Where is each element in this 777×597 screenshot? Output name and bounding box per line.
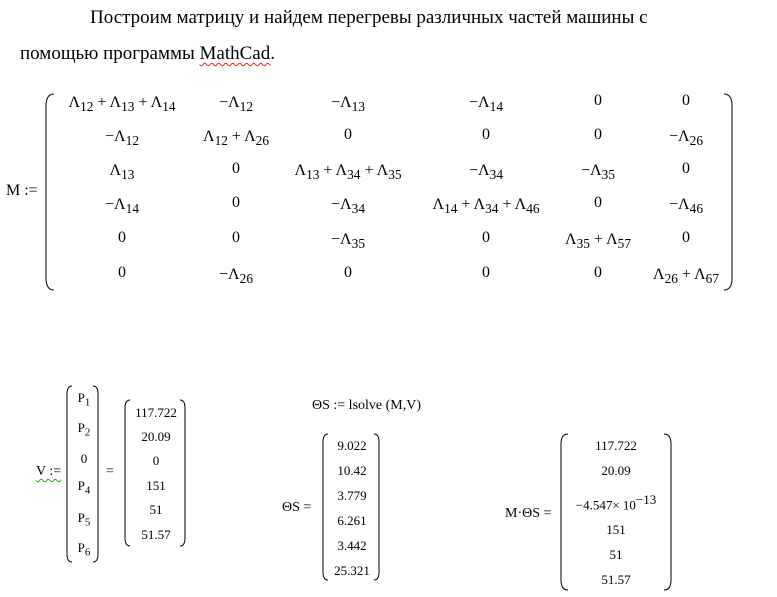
matrix-m-left-bracket [42,92,56,292]
matrix-cell: 0 [482,229,490,246]
matrix-cell: $-\Lambda_{12}$ [219,94,253,115]
matrix-m-label: M := [6,182,38,199]
matrix-cell: $-\Lambda_{46}$ [669,196,703,217]
matrix-cell: $-\Lambda_{35}$ [581,162,615,183]
check-right-bracket [662,432,674,592]
matrix-cell: 0 [594,264,602,281]
matrix-cell: $\Lambda_{12} + \Lambda_{13} + \Lambda_{14}$ [68,94,176,115]
vector-v-value: 51.57 [141,527,171,542]
matrix-cell: 0 [594,194,602,211]
matrix-cell: $\Lambda_{26} + \Lambda_{67}$ [652,266,720,287]
matrix-cell: 0 [344,126,352,143]
matrix-cell: $-\Lambda_{13}$ [331,94,365,115]
matrix-cell: 0 [682,229,690,246]
lsolve-expression: ΘS := lsolve (M,V) [312,398,422,413]
theta-s-right-bracket [372,432,382,582]
matrix-cell: $-\Lambda_{26}$ [669,128,703,149]
vector-v-symbol: $P_6$ [77,540,91,559]
matrix-cell: 0 [682,160,690,177]
vector-v-values-right-bracket [178,398,188,548]
matrix-cell: $\Lambda_{14} + \Lambda_{34} + \Lambda_{46}$ [432,196,540,217]
vector-v-value: 151 [146,478,166,493]
vector-v-equals: = [106,464,114,479]
matrix-cell: $\Lambda_{35} + \Lambda_{57}$ [564,231,632,252]
theta-s-value: 3.442 [337,538,367,553]
matrix-cell: $-\Lambda_{34}$ [469,162,503,183]
check-value: 51 [609,547,623,562]
matrix-cell: $\Lambda_{13}$ [109,162,135,183]
vector-v-value: 117.722 [135,405,177,420]
mathcad-word[interactable]: MathCad [199,43,271,64]
theta-s-label: ΘS = [282,500,312,515]
vector-v-values-left-bracket [122,398,132,548]
vector-v-value: 0 [152,453,160,468]
matrix-m-right-bracket [722,92,736,292]
vector-v-left-bracket [64,384,74,564]
matrix-cell: 0 [118,229,126,246]
matrix-cell: $-\Lambda_{12}$ [105,128,139,149]
check-label: M·ΘS = [505,506,552,521]
vector-v-value: 51 [149,502,163,517]
theta-s-value: 6.261 [337,513,367,528]
check-value: 20.09 [601,463,631,478]
theta-s-value: 10.42 [337,463,367,478]
matrix-cell: 0 [118,264,126,281]
paragraph-line-2 [20,38,275,70]
vector-v-value: 20.09 [141,429,171,444]
matrix-cell: 0 [232,160,240,177]
theta-s-left-bracket [320,432,330,582]
vector-v-symbol: $P_1$ [77,390,91,409]
vector-v-right-bracket [91,384,101,564]
matrix-cell: 0 [232,194,240,211]
paragraph-line-2-prefix: помощью программы [20,43,200,64]
vector-v-symbol: 0 [80,451,88,466]
theta-s-value: 3.779 [337,488,367,503]
check-value: 51.57 [601,572,631,587]
matrix-cell: 0 [594,126,602,143]
check-value: $-4.547\times 10^{-13}$ [575,492,657,513]
check-value: 151 [606,522,626,537]
paragraph-line-2-suffix: . [270,43,275,64]
matrix-cell: 0 [232,229,240,246]
matrix-cell: $-\Lambda_{35}$ [331,231,365,252]
matrix-cell: $-\Lambda_{14}$ [469,94,503,115]
vector-v-symbol: $P_2$ [77,420,91,439]
matrix-cell: 0 [482,126,490,143]
matrix-cell: $-\Lambda_{14}$ [105,196,139,217]
check-value: 117.722 [595,438,637,453]
matrix-cell: $-\Lambda_{34}$ [331,196,365,217]
matrix-cell: 0 [682,92,690,109]
matrix-cell: $-\Lambda_{26}$ [219,266,253,287]
theta-s-value: 9.022 [337,438,367,453]
matrix-cell: 0 [344,264,352,281]
vector-v-label [36,464,61,480]
vector-v-label-text[interactable]: V := [36,464,62,479]
paragraph-line-1: Построим матрицу и найдем перегревы различных частей машины с [90,7,648,28]
vector-v-symbol: $P_5$ [77,510,91,529]
matrix-cell: 0 [594,92,602,109]
matrix-cell: 0 [482,264,490,281]
matrix-cell: $\Lambda_{12} + \Lambda_{26}$ [202,128,270,149]
check-left-bracket [558,432,570,592]
matrix-cell: $\Lambda_{13} + \Lambda_{34} + \Lambda_{35}$ [294,162,402,183]
vector-v-symbol: $P_4$ [77,478,91,497]
theta-s-value: 25.321 [334,563,370,578]
